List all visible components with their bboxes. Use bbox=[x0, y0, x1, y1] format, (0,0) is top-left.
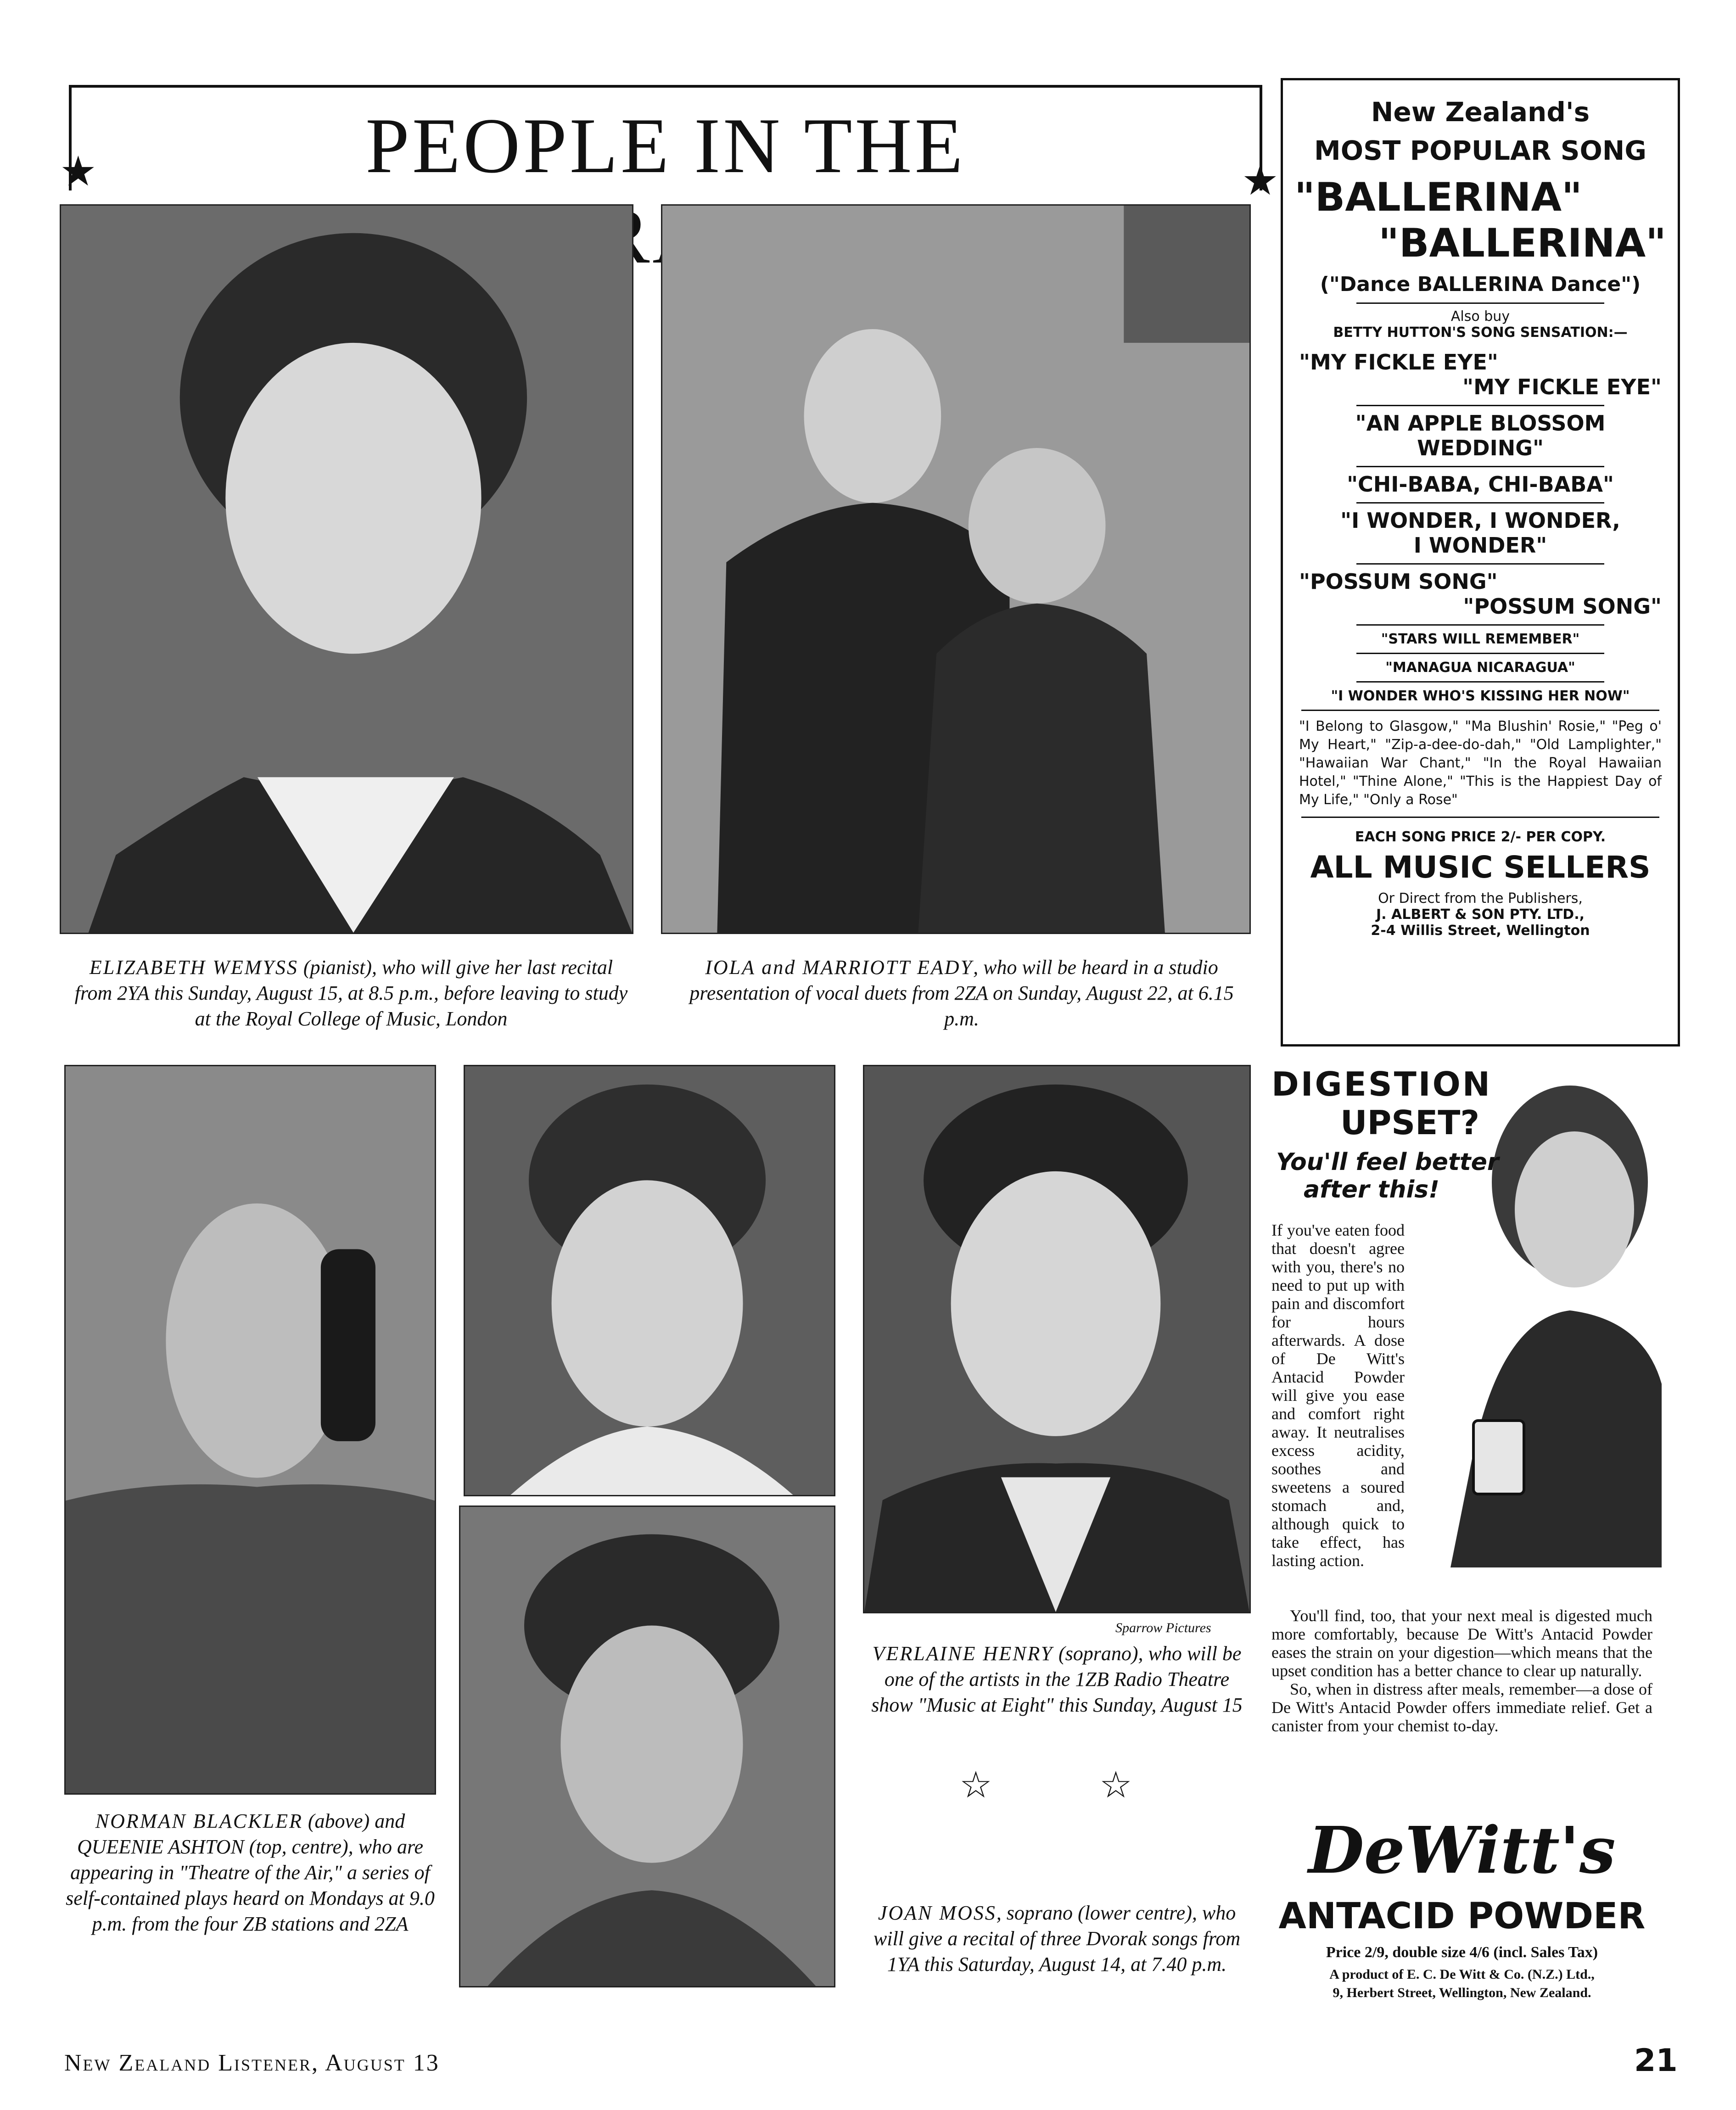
ad-song-small: "I WONDER WHO'S KISSING HER NOW" bbox=[1331, 688, 1630, 704]
ad-song: "CHI-BABA, CHI-BABA" bbox=[1347, 472, 1614, 497]
ad-song: I WONDER" bbox=[1413, 533, 1547, 558]
ad-dewitt-body: So, when in distress after meals, remember—a dose of De Witt's Antacid Powder offers immediate relief. Get a canister from your chemist to-day. bbox=[1271, 1680, 1652, 1735]
ad-dewitt-maker: A product of E. C. De Witt & Co. (N.Z.) Ltd., bbox=[1329, 1967, 1595, 1982]
ad-song-small: "STARS WILL REMEMBER" bbox=[1381, 631, 1580, 647]
ad-song: "MY FICKLE EYE" bbox=[1299, 350, 1498, 375]
ad-sellers: ALL MUSIC SELLERS bbox=[1310, 850, 1651, 885]
caption-text: , soprano (lower centre), who will give a recital of three Dvorak songs from 1YA this Saturday, August 14, at 7.40 p.m. bbox=[873, 1902, 1241, 1976]
photo-elizabeth-wemyss bbox=[60, 204, 633, 934]
ad-dewitt-price: Price 2/9, double size 4/6 (incl. Sales Tax) bbox=[1326, 1944, 1598, 1961]
caption-name: IOLA and MARRIOTT EADY bbox=[705, 956, 974, 979]
divider bbox=[1301, 817, 1659, 818]
ad-line: MOST POPULAR SONG bbox=[1314, 135, 1646, 166]
ad-dewitt-body-wide bbox=[1271, 1606, 1652, 1735]
divider bbox=[1356, 466, 1604, 467]
divider bbox=[1356, 302, 1604, 304]
caption-name: ELIZABETH WEMYSS bbox=[89, 956, 298, 979]
ad-dewitt-body: You'll find, too, that your next meal is digested much more comfortably, because De Witt's Antacid Powder eases the strain on your digestion—which means that the upset condition has a better chance to clear up naturally. bbox=[1271, 1606, 1652, 1680]
caption-name: NORMAN BLACKLER bbox=[95, 1810, 303, 1832]
divider bbox=[1356, 681, 1604, 683]
ad-song-list: "I Belong to Glasgow," "Ma Blushin' Rosie," "Peg o' My Heart," "Zip-a-dee-do-dah," "Old Lamplighter," "Hawaiian War Chant," "In the Royal Hawaiian Hotel," "Thine Alone," "This is the Happiest Day of My Life," "Only a Rose" bbox=[1299, 718, 1662, 808]
ad-song-small: "MANAGUA NICARAGUA" bbox=[1385, 660, 1575, 676]
ad-song: "POSSUM SONG" bbox=[1299, 569, 1498, 594]
photo-verlaine-henry bbox=[863, 1065, 1251, 1613]
ad-ballerina-content bbox=[1285, 96, 1675, 939]
caption-text: (soprano), who will be one of the artists in the 1ZB Radio Theatre show "Music at Eight" this Sunday, August 15 bbox=[871, 1642, 1243, 1716]
photo-credit: Sparrow Pictures bbox=[1115, 1620, 1211, 1635]
star-icon: ★ bbox=[1242, 158, 1279, 204]
ad-dewitt-p1-narrow bbox=[1271, 1221, 1405, 1570]
ad-line: New Zealand's bbox=[1371, 96, 1590, 128]
ad-song: "AN APPLE BLOSSOM bbox=[1355, 411, 1606, 436]
page-number: 21 bbox=[1634, 2043, 1678, 2079]
caption-blackler-ashton bbox=[64, 1808, 436, 1937]
dewitt-logo: DeWitt's bbox=[1308, 1813, 1616, 1888]
ad-headline: "BALLERINA" bbox=[1294, 174, 1582, 220]
ad-line: ("Dance BALLERINA Dance") bbox=[1320, 273, 1641, 296]
ad-song: "I WONDER, I WONDER, bbox=[1340, 508, 1620, 533]
ad-headline: "BALLERINA" bbox=[1378, 220, 1666, 266]
ad-song: "POSSUM SONG" bbox=[1463, 594, 1662, 619]
ad-dewitt-heading bbox=[1271, 1065, 1529, 1203]
ad-price: EACH SONG PRICE 2/- PER COPY. bbox=[1355, 829, 1606, 845]
caption-name: VERLAINE HENRY bbox=[872, 1642, 1053, 1665]
ad-dewitt-product: ANTACID POWDER bbox=[1278, 1896, 1646, 1937]
caption-eady bbox=[670, 955, 1253, 1032]
ad-dewitt-sub: after this! bbox=[1304, 1176, 1439, 1203]
star-icon: ★ bbox=[60, 149, 97, 195]
ad-song: WEDDING" bbox=[1417, 436, 1544, 460]
caption-wemyss bbox=[69, 955, 633, 1032]
caption-name: JOAN MOSS bbox=[878, 1902, 997, 1924]
caption-moss bbox=[863, 1900, 1251, 1977]
ad-publisher: J. ALBERT & SON PTY. LTD., bbox=[1376, 907, 1585, 923]
photo-joan-moss bbox=[459, 1506, 835, 1987]
ad-dewitt-h1: DIGESTION bbox=[1271, 1065, 1492, 1103]
caption-text: (above) and QUEENIE ASHTON (top, centre), who are appearing in "Theatre of the Air," a series of self-contained plays heard on Mondays at 9.0 p.m. from the four ZB stations and 2ZA bbox=[66, 1810, 435, 1935]
divider bbox=[1356, 405, 1604, 406]
ad-song: "MY FICKLE EYE" bbox=[1462, 375, 1662, 399]
photo-eady-couple bbox=[661, 204, 1251, 934]
star-outline-icon: ☆ bbox=[959, 1765, 992, 1806]
photo-queenie-ashton bbox=[464, 1065, 835, 1496]
ad-line: BETTY HUTTON'S SONG SENSATION:— bbox=[1333, 325, 1628, 341]
divider bbox=[1356, 563, 1604, 565]
ad-dewitt-h2: UPSET? bbox=[1340, 1103, 1480, 1142]
ad-dewitt-sub: You'll feel better bbox=[1276, 1148, 1499, 1176]
caption-text: (pianist), who will give her last recital from 2YA this Sunday, August 15, at 8.5 p.m., before leaving to study at the Royal College of Music, London bbox=[74, 956, 628, 1030]
ad-dewitt-body: If you've eaten food that doesn't agree with you, there's no need to put up with pain and discomfort for hours afterwards. A dose of De Witt's Antacid Powder will give you ease and comfort right away. It neutralises excess acidity, soothes and sweetens a soured stomach and, although quick to take effect, has lasting action. bbox=[1271, 1221, 1405, 1570]
ad-address: 2-4 Willis Street, Wellington bbox=[1371, 923, 1590, 939]
ad-line: Or Direct from the Publishers, bbox=[1378, 890, 1583, 907]
ad-dewitt-address: 9, Herbert Street, Wellington, New Zealand. bbox=[1333, 1985, 1591, 2000]
photo-norman-blackler bbox=[64, 1065, 436, 1795]
divider bbox=[1356, 624, 1604, 626]
divider bbox=[1356, 502, 1604, 504]
ad-line: Also buy bbox=[1450, 308, 1510, 325]
caption-text: , who will be heard in a studio presentation of vocal duets from 2ZA on Sunday, August 22, at 6.15 p.m. bbox=[689, 956, 1234, 1030]
page-title: PEOPLE IN THE bbox=[365, 102, 966, 190]
footer-publication: New Zealand Listener, August 13 bbox=[64, 2050, 440, 2076]
star-outline-icon: ☆ bbox=[1099, 1765, 1132, 1806]
caption-henry bbox=[863, 1641, 1251, 1718]
divider bbox=[1356, 653, 1604, 654]
